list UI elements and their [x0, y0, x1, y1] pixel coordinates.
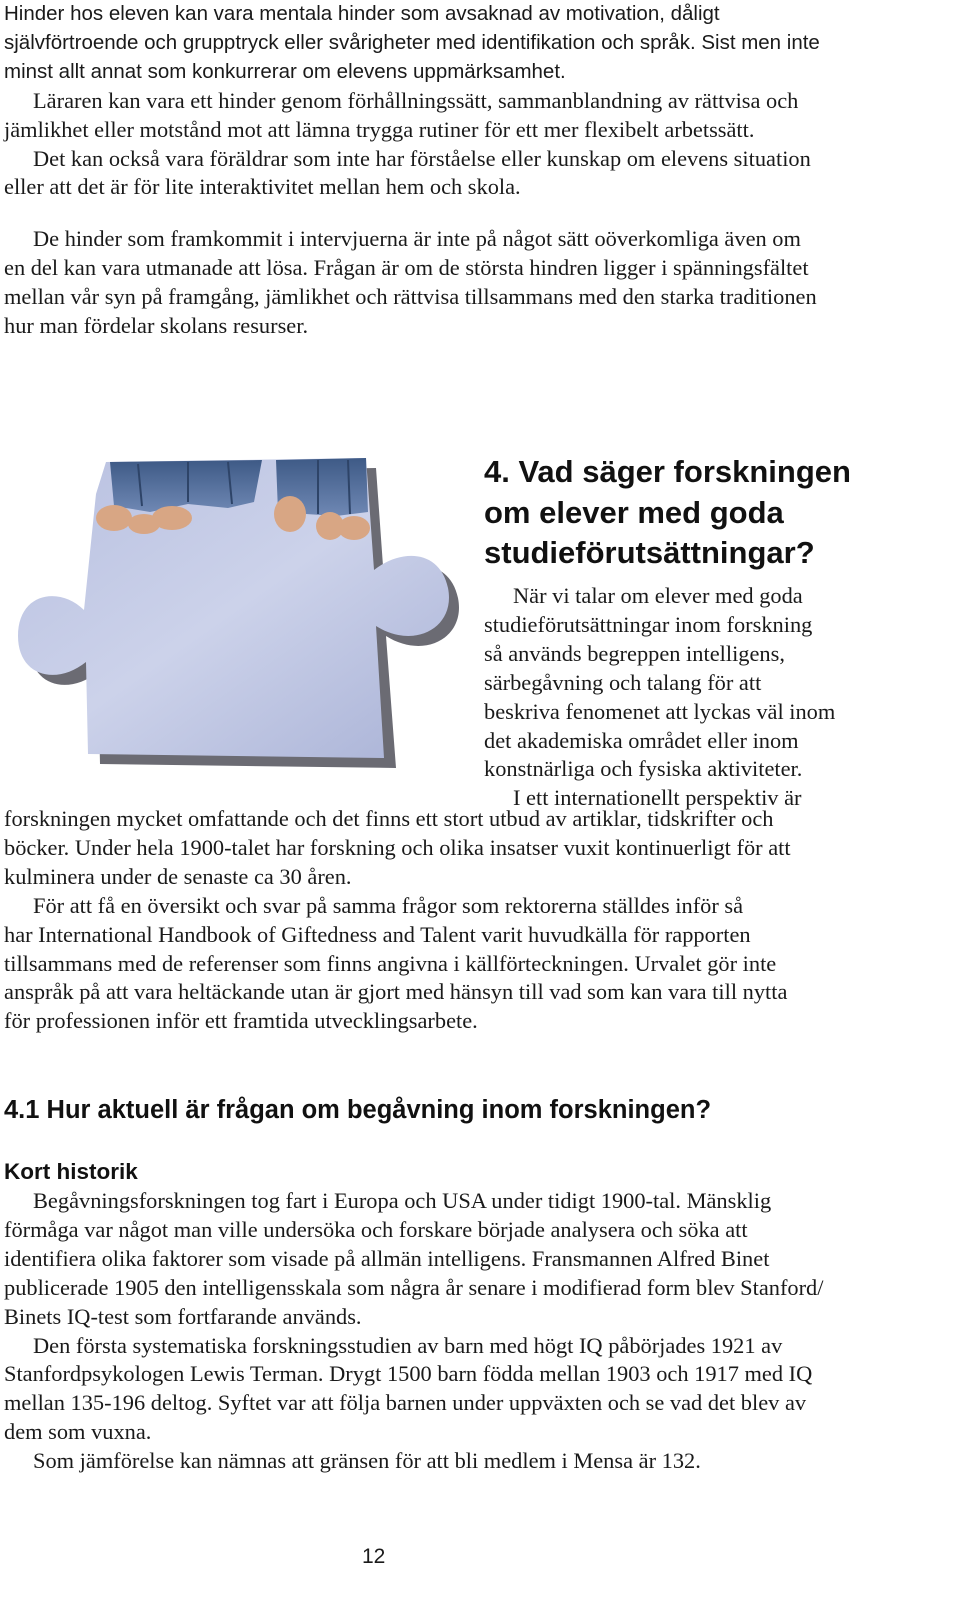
heading-line: studieförutsättningar? — [484, 535, 815, 570]
text-line: När vi talar om elever med goda — [513, 583, 803, 608]
hinder-paragraph — [4, 225, 956, 341]
text-line: Som jämförelse kan nämnas att gränsen för att bli medlem i Mensa är 132. — [33, 1448, 701, 1474]
text-line: Begåvningsforskningen tog fart i Europa och USA under tidigt 1900-tal. Mänsklig — [33, 1188, 772, 1213]
text-line: så används begreppen intelligens, — [484, 640, 785, 666]
text-line: Den första systematiska forskningsstudien av barn med högt IQ påbörjades 1921 av — [33, 1332, 783, 1358]
text-line: Stanfordpsykologen Lewis Terman. Drygt 1500 barn födda mellan 1903 och 1917 med IQ — [4, 1361, 813, 1387]
intro-serif-text — [4, 87, 956, 203]
text-line: en del kan vara utmanade att lösa. Frågan är om de största hindren ligger i spänningsfältet — [4, 254, 809, 280]
text-line: anspråk på att vara heltäckande utan är gjort med hänsyn till vad som kan vara till nytta — [4, 979, 788, 1005]
text-line: tillsammans med de referenser som finns angivna i källförteckningen. Urvalet gör inte — [4, 950, 777, 976]
section-4-1-heading: 4.1 Hur aktuell är frågan om begåvning inom forskningen? — [4, 1096, 712, 1124]
text-line: studieförutsättningar inom forskning — [484, 611, 813, 637]
text-line: har International Handbook of Giftedness and Talent varit huvudkälla för rapporten — [4, 921, 751, 947]
text-line: förmåga var något man ville undersöka och forskare började analysera och söka att — [4, 1216, 748, 1242]
heading-line: 4. Vad säger forskningen — [484, 454, 851, 489]
text-line: konstnärliga och fysiska aktiviteter. — [484, 756, 803, 782]
intro-paragraphs — [4, 0, 956, 202]
text-line: identifiera olika faktorer som visade på allmän intelligens. Fransmannen Alfred Binet — [4, 1245, 770, 1271]
text-line: De hinder som framkommit i intervjuerna är inte på något sätt oöverkomliga även om — [33, 226, 801, 251]
text-line: eller att det är för lite interaktivitet mellan hem och skola. — [4, 174, 521, 200]
text-line: minst allt annat som konkurrerar om elevens uppmärksamhet. — [4, 59, 566, 83]
text-line: beskriva fenomenet att lyckas väl inom — [484, 698, 836, 724]
text-line: Binets IQ-test som fortfarande används. — [4, 1303, 362, 1329]
text-line: särbegåvning och talang för att — [484, 669, 762, 695]
section-4-heading — [484, 452, 954, 574]
text-line: dem som vuxna. — [4, 1419, 152, 1445]
section-4-continued-text — [4, 805, 956, 1036]
jeans-left — [110, 460, 262, 512]
text-line: kulminera under de senaste ca 30 åren. — [4, 863, 352, 889]
kort-historik-subheading: Kort historik — [4, 1159, 138, 1184]
heading-line: om elever med goda — [484, 494, 784, 530]
text-line: böcker. Under hela 1900-talet har forskning och olika insatser vuxit kontinuerligt för att — [4, 834, 791, 860]
text-line: jämlikhet eller motstånd mot att lämna trygga rutiner för ett mer flexibelt arbetssätt. — [4, 116, 755, 142]
puzzle-piece-photo — [18, 456, 464, 768]
page-number: 12 — [362, 1545, 386, 1568]
text-line: det akademiska området eller inom — [484, 727, 799, 753]
text-line: Det kan också vara föräldrar som inte har förståelse eller kunskap om elevens situation — [33, 145, 811, 171]
kort-historik-text — [4, 1187, 956, 1476]
section-4-side-text — [484, 582, 904, 813]
text-line: hur man fördelar skolans resurser. — [4, 312, 309, 338]
text-line: självförtroende och grupptryck eller svårigheter med identifikation och språk. Sist men inte — [4, 30, 820, 54]
text-line: För att få en översikt och svar på samma frågor som rektorerna ställdes inför så — [33, 892, 744, 918]
text-line: publicerade 1905 den intelligensskala som några år senare i modifierad form blev Stanford/ — [4, 1274, 824, 1300]
text-line: Hinder hos eleven kan vara mentala hinder som avsaknad av motivation, dåligt — [4, 2, 720, 25]
text-line: för professionen inför ett framtida utvecklingsarbete. — [4, 1008, 478, 1034]
text-line: mellan 135-196 deltog. Syftet var att följa barnen under uppväxten och se vad det blev av — [4, 1390, 807, 1416]
text-line: mellan vår syn på framgång, jämlikhet och rättvisa tillsammans med den starka traditionen — [4, 283, 817, 309]
intro-sans-text — [4, 0, 956, 87]
text-line: forskningen mycket omfattande och det finns ett stort utbud av artiklar, tidskrifter och — [4, 806, 774, 831]
text-line: Läraren kan vara ett hinder genom förhållningssätt, sammanblandning av rättvisa och — [33, 87, 799, 113]
text-line: I ett internationellt perspektiv är — [513, 785, 802, 811]
